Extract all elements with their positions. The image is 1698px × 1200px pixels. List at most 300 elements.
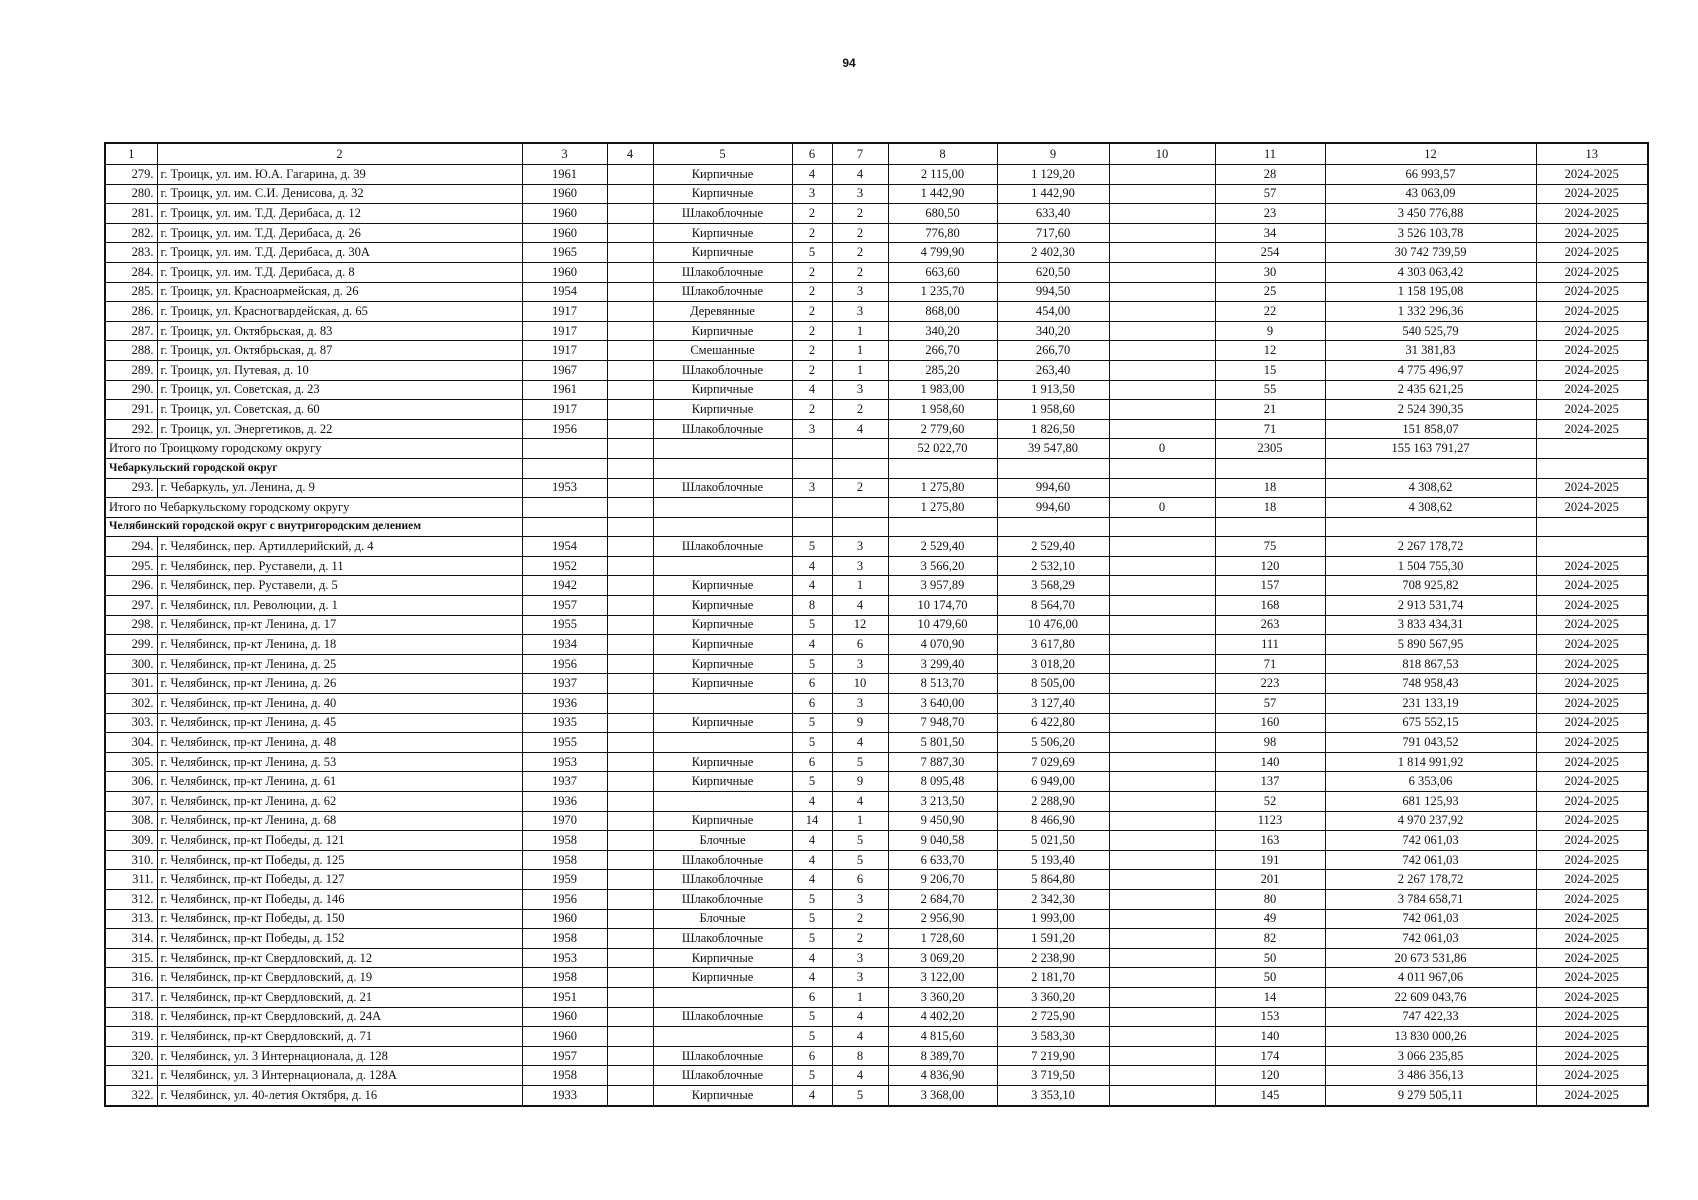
period-cell: 2024-2025 <box>1536 1085 1648 1105</box>
table-row <box>105 204 1648 224</box>
year-cell: 1958 <box>522 929 607 949</box>
residents-cell: 1123 <box>1215 811 1325 831</box>
residents-cell: 174 <box>1215 1046 1325 1066</box>
total-area-cell: 6 633,70 <box>888 850 997 870</box>
year-cell: 1953 <box>522 752 607 772</box>
entrances-cell: 1 <box>832 576 888 596</box>
total-area-cell: 8 095,48 <box>888 772 997 792</box>
total-area-cell: 2 529,40 <box>888 537 997 557</box>
entrances-cell: 3 <box>832 948 888 968</box>
total-area-cell: 3 640,00 <box>888 694 997 714</box>
wall-material-cell: Шлакоблочные <box>653 204 792 224</box>
cost-cell: 708 925,82 <box>1325 576 1536 596</box>
address-cell: г. Челябинск, пр-кт Победы, д. 127 <box>157 870 522 890</box>
address-cell: г. Троицк, ул. Советская, д. 23 <box>157 380 522 400</box>
total-area-cell: 8 513,70 <box>888 674 997 694</box>
row-number: 284. <box>105 262 157 282</box>
cost-cell: 4 970 237,92 <box>1325 811 1536 831</box>
row-number: 309. <box>105 831 157 851</box>
empty-cell <box>1215 458 1325 478</box>
period-cell: 2024-2025 <box>1536 1066 1648 1086</box>
total-area-cell: 1 235,70 <box>888 282 997 302</box>
period-cell: 2024-2025 <box>1536 400 1648 420</box>
entrances-cell: 8 <box>832 1046 888 1066</box>
cost-cell: 66 993,57 <box>1325 165 1536 185</box>
cost-cell: 748 958,43 <box>1325 674 1536 694</box>
address-cell: г. Челябинск, пр-кт Свердловский, д. 24А <box>157 1007 522 1027</box>
table-row <box>105 948 1648 968</box>
table-row <box>105 165 1648 185</box>
row-number: 314. <box>105 929 157 949</box>
table-row <box>105 576 1648 596</box>
total-area-cell: 1 275,80 <box>888 498 997 518</box>
wall-material-cell: Кирпичные <box>653 380 792 400</box>
year-cell: 1955 <box>522 615 607 635</box>
col10-cell <box>1109 987 1215 1007</box>
column-header-7: 7 <box>832 143 888 165</box>
wall-material-cell: Шлакоблочные <box>653 537 792 557</box>
wall-material-cell: Блочные <box>653 909 792 929</box>
entrances-cell: 2 <box>832 223 888 243</box>
floors-cell: 14 <box>792 811 832 831</box>
entrances-cell: 2 <box>832 204 888 224</box>
cost-cell: 4 308,62 <box>1325 478 1536 498</box>
row-number: 291. <box>105 400 157 420</box>
address-cell: г. Челябинск, пр-кт Свердловский, д. 12 <box>157 948 522 968</box>
living-area-cell: 1 129,20 <box>997 165 1109 185</box>
table-row <box>105 556 1648 576</box>
col4-cell <box>607 929 653 949</box>
row-number: 304. <box>105 733 157 753</box>
residents-cell: 14 <box>1215 987 1325 1007</box>
address-cell: г. Троицк, ул. Красноармейская, д. 26 <box>157 282 522 302</box>
wall-material-cell <box>653 556 792 576</box>
residents-cell: 18 <box>1215 478 1325 498</box>
column-header-2: 2 <box>157 143 522 165</box>
col4-cell <box>607 870 653 890</box>
living-area-cell: 1 913,50 <box>997 380 1109 400</box>
period-cell <box>1536 537 1648 557</box>
residents-cell: 254 <box>1215 243 1325 263</box>
table-row <box>105 1007 1648 1027</box>
living-area-cell: 717,60 <box>997 223 1109 243</box>
floors-cell: 5 <box>792 654 832 674</box>
total-area-cell: 2 956,90 <box>888 909 997 929</box>
year-cell: 1934 <box>522 635 607 655</box>
period-cell: 2024-2025 <box>1536 341 1648 361</box>
col10-cell <box>1109 184 1215 204</box>
row-number: 306. <box>105 772 157 792</box>
total-area-cell: 5 801,50 <box>888 733 997 753</box>
year-cell: 1957 <box>522 1046 607 1066</box>
wall-material-cell <box>653 694 792 714</box>
cost-cell: 2 267 178,72 <box>1325 870 1536 890</box>
floors-cell: 6 <box>792 752 832 772</box>
col4-cell <box>607 674 653 694</box>
year-cell: 1957 <box>522 596 607 616</box>
total-area-cell: 663,60 <box>888 262 997 282</box>
living-area-cell: 620,50 <box>997 262 1109 282</box>
col4-cell <box>607 478 653 498</box>
col4-cell <box>607 987 653 1007</box>
column-header-8: 8 <box>888 143 997 165</box>
wall-material-cell: Кирпичные <box>653 1085 792 1105</box>
wall-material-cell: Кирпичные <box>653 654 792 674</box>
total-area-cell: 7 887,30 <box>888 752 997 772</box>
floors-cell: 2 <box>792 321 832 341</box>
period-cell: 2024-2025 <box>1536 419 1648 439</box>
entrances-cell: 6 <box>832 635 888 655</box>
row-number: 317. <box>105 987 157 1007</box>
row-number: 303. <box>105 713 157 733</box>
table-row <box>105 223 1648 243</box>
cost-cell: 5 890 567,95 <box>1325 635 1536 655</box>
col4-cell <box>607 615 653 635</box>
residents-cell: 57 <box>1215 694 1325 714</box>
year-cell: 1954 <box>522 537 607 557</box>
col10-cell <box>1109 1007 1215 1027</box>
residents-cell: 23 <box>1215 204 1325 224</box>
year-cell: 1960 <box>522 184 607 204</box>
column-number-row <box>105 143 1648 165</box>
table-row <box>105 987 1648 1007</box>
address-cell: г. Челябинск, пл. Революции, д. 1 <box>157 596 522 616</box>
row-number: 319. <box>105 1027 157 1047</box>
year-cell: 1937 <box>522 674 607 694</box>
col10-cell <box>1109 615 1215 635</box>
residents-cell: 80 <box>1215 889 1325 909</box>
floors-cell: 4 <box>792 792 832 812</box>
col10-cell <box>1109 165 1215 185</box>
total-label: Итого по Чебаркульскому городскому округу <box>105 498 522 518</box>
total-area-cell: 4 815,60 <box>888 1027 997 1047</box>
table-row <box>105 380 1648 400</box>
address-cell: г. Челябинск, пр-кт Ленина, д. 18 <box>157 635 522 655</box>
cost-cell: 4 775 496,97 <box>1325 360 1536 380</box>
column-header-4: 4 <box>607 143 653 165</box>
col10-cell <box>1109 321 1215 341</box>
col10-cell <box>1109 654 1215 674</box>
col10-cell: 0 <box>1109 498 1215 518</box>
living-area-cell: 3 583,30 <box>997 1027 1109 1047</box>
total-area-cell: 10 479,60 <box>888 615 997 635</box>
floors-cell: 2 <box>792 360 832 380</box>
entrances-cell: 1 <box>832 360 888 380</box>
table-row <box>105 321 1648 341</box>
living-area-cell: 994,50 <box>997 282 1109 302</box>
floors-cell: 6 <box>792 694 832 714</box>
residents-cell: 145 <box>1215 1085 1325 1105</box>
total-area-cell: 52 022,70 <box>888 439 997 459</box>
wall-material-cell: Шлакоблочные <box>653 419 792 439</box>
address-cell: г. Чебаркуль, ул. Ленина, д. 9 <box>157 478 522 498</box>
wall-material-cell: Кирпичные <box>653 811 792 831</box>
col4-cell <box>607 556 653 576</box>
total-area-cell: 4 402,20 <box>888 1007 997 1027</box>
column-header-12: 12 <box>1325 143 1536 165</box>
total-area-cell: 1 983,00 <box>888 380 997 400</box>
wall-material-cell: Смешанные <box>653 341 792 361</box>
year-cell: 1917 <box>522 302 607 322</box>
cost-cell: 2 913 531,74 <box>1325 596 1536 616</box>
row-number: 297. <box>105 596 157 616</box>
living-area-cell: 8 505,00 <box>997 674 1109 694</box>
floors-cell: 4 <box>792 850 832 870</box>
floors-cell: 5 <box>792 713 832 733</box>
address-cell: г. Челябинск, пр-кт Ленина, д. 26 <box>157 674 522 694</box>
empty-cell <box>792 439 832 459</box>
period-cell: 2024-2025 <box>1536 850 1648 870</box>
living-area-cell: 1 442,90 <box>997 184 1109 204</box>
entrances-cell: 10 <box>832 674 888 694</box>
wall-material-cell: Кирпичные <box>653 321 792 341</box>
living-area-cell: 1 591,20 <box>997 929 1109 949</box>
row-number: 315. <box>105 948 157 968</box>
address-cell: г. Челябинск, пр-кт Ленина, д. 45 <box>157 713 522 733</box>
living-area-cell: 39 547,80 <box>997 439 1109 459</box>
table-row <box>105 400 1648 420</box>
column-header-3: 3 <box>522 143 607 165</box>
table-row <box>105 478 1648 498</box>
total-area-cell: 3 566,20 <box>888 556 997 576</box>
year-cell: 1967 <box>522 360 607 380</box>
residents-cell: 140 <box>1215 1027 1325 1047</box>
residents-cell: 157 <box>1215 576 1325 596</box>
row-number: 290. <box>105 380 157 400</box>
row-number: 282. <box>105 223 157 243</box>
residents-cell: 263 <box>1215 615 1325 635</box>
cost-cell: 13 830 000,26 <box>1325 1027 1536 1047</box>
cost-cell: 681 125,93 <box>1325 792 1536 812</box>
empty-cell <box>997 517 1109 537</box>
col10-cell <box>1109 948 1215 968</box>
address-cell: г. Челябинск, пр-кт Свердловский, д. 19 <box>157 968 522 988</box>
residents-cell: 57 <box>1215 184 1325 204</box>
column-header-13: 13 <box>1536 143 1648 165</box>
col4-cell <box>607 165 653 185</box>
col4-cell <box>607 341 653 361</box>
table-row <box>105 811 1648 831</box>
section-label: Чебаркульский городской округ <box>105 458 522 478</box>
entrances-cell: 5 <box>832 752 888 772</box>
floors-cell: 2 <box>792 282 832 302</box>
section-row <box>105 458 1648 478</box>
cost-cell: 1 332 296,36 <box>1325 302 1536 322</box>
floors-cell: 2 <box>792 302 832 322</box>
row-number: 310. <box>105 850 157 870</box>
residents-cell: 168 <box>1215 596 1325 616</box>
col4-cell <box>607 302 653 322</box>
housing-register-table <box>104 142 1649 1107</box>
total-area-cell: 10 174,70 <box>888 596 997 616</box>
cost-cell: 43 063,09 <box>1325 184 1536 204</box>
row-number: 308. <box>105 811 157 831</box>
empty-cell <box>607 517 653 537</box>
address-cell: г. Челябинск, пр-кт Победы, д. 152 <box>157 929 522 949</box>
living-area-cell: 8 564,70 <box>997 596 1109 616</box>
table-row <box>105 302 1648 322</box>
row-number: 292. <box>105 419 157 439</box>
row-number: 312. <box>105 889 157 909</box>
living-area-cell: 10 476,00 <box>997 615 1109 635</box>
period-cell <box>1536 439 1648 459</box>
row-number: 288. <box>105 341 157 361</box>
col4-cell <box>607 184 653 204</box>
floors-cell: 4 <box>792 968 832 988</box>
year-cell: 1952 <box>522 556 607 576</box>
cost-cell: 3 526 103,78 <box>1325 223 1536 243</box>
period-cell: 2024-2025 <box>1536 498 1648 518</box>
col4-cell <box>607 713 653 733</box>
floors-cell: 5 <box>792 772 832 792</box>
row-number: 280. <box>105 184 157 204</box>
col10-cell <box>1109 302 1215 322</box>
row-number: 302. <box>105 694 157 714</box>
year-cell: 1951 <box>522 987 607 1007</box>
row-number: 311. <box>105 870 157 890</box>
living-area-cell: 6 949,00 <box>997 772 1109 792</box>
cost-cell: 747 422,33 <box>1325 1007 1536 1027</box>
period-cell: 2024-2025 <box>1536 596 1648 616</box>
total-area-cell: 3 360,20 <box>888 987 997 1007</box>
row-number: 295. <box>105 556 157 576</box>
living-area-cell: 263,40 <box>997 360 1109 380</box>
col10-cell <box>1109 419 1215 439</box>
residents-cell: 49 <box>1215 909 1325 929</box>
table-row <box>105 360 1648 380</box>
entrances-cell: 1 <box>832 321 888 341</box>
wall-material-cell: Кирпичные <box>653 596 792 616</box>
col4-cell <box>607 850 653 870</box>
period-cell: 2024-2025 <box>1536 282 1648 302</box>
period-cell: 2024-2025 <box>1536 811 1648 831</box>
period-cell: 2024-2025 <box>1536 204 1648 224</box>
table-header <box>105 143 1648 165</box>
col10-cell <box>1109 772 1215 792</box>
col4-cell <box>607 909 653 929</box>
wall-material-cell: Шлакоблочные <box>653 850 792 870</box>
col10-cell <box>1109 1046 1215 1066</box>
total-area-cell: 3 213,50 <box>888 792 997 812</box>
floors-cell: 8 <box>792 596 832 616</box>
table-row <box>105 596 1648 616</box>
wall-material-cell: Кирпичные <box>653 400 792 420</box>
col10-cell <box>1109 929 1215 949</box>
empty-cell <box>653 439 792 459</box>
empty-cell <box>832 439 888 459</box>
empty-cell <box>1325 517 1536 537</box>
address-cell: г. Челябинск, пер. Руставели, д. 5 <box>157 576 522 596</box>
residents-cell: 2305 <box>1215 439 1325 459</box>
total-area-cell: 2 115,00 <box>888 165 997 185</box>
cost-cell: 791 043,52 <box>1325 733 1536 753</box>
total-area-cell: 285,20 <box>888 360 997 380</box>
cost-cell: 151 858,07 <box>1325 419 1536 439</box>
residents-cell: 50 <box>1215 948 1325 968</box>
residents-cell: 98 <box>1215 733 1325 753</box>
living-area-cell: 7 219,90 <box>997 1046 1109 1066</box>
floors-cell: 4 <box>792 556 832 576</box>
col4-cell <box>607 419 653 439</box>
address-cell: г. Троицк, ул. Путевая, д. 10 <box>157 360 522 380</box>
column-header-10: 10 <box>1109 143 1215 165</box>
total-area-cell: 776,80 <box>888 223 997 243</box>
entrances-cell: 9 <box>832 713 888 733</box>
total-area-cell: 3 069,20 <box>888 948 997 968</box>
wall-material-cell <box>653 733 792 753</box>
wall-material-cell: Кирпичные <box>653 968 792 988</box>
empty-cell <box>1109 458 1215 478</box>
total-area-cell: 8 389,70 <box>888 1046 997 1066</box>
col4-cell <box>607 772 653 792</box>
wall-material-cell: Кирпичные <box>653 184 792 204</box>
col10-cell <box>1109 400 1215 420</box>
col4-cell <box>607 262 653 282</box>
address-cell: г. Челябинск, пр-кт Ленина, д. 68 <box>157 811 522 831</box>
row-number: 294. <box>105 537 157 557</box>
total-area-cell: 3 122,00 <box>888 968 997 988</box>
col10-cell <box>1109 478 1215 498</box>
cost-cell: 675 552,15 <box>1325 713 1536 733</box>
address-cell: г. Челябинск, пр-кт Ленина, д. 53 <box>157 752 522 772</box>
entrances-cell: 3 <box>832 889 888 909</box>
column-header-1: 1 <box>105 143 157 165</box>
residents-cell: 25 <box>1215 282 1325 302</box>
row-number: 300. <box>105 654 157 674</box>
residents-cell: 55 <box>1215 380 1325 400</box>
entrances-cell: 3 <box>832 556 888 576</box>
empty-cell <box>522 498 607 518</box>
wall-material-cell: Шлакоблочные <box>653 929 792 949</box>
residents-cell: 34 <box>1215 223 1325 243</box>
residents-cell: 15 <box>1215 360 1325 380</box>
period-cell: 2024-2025 <box>1536 713 1648 733</box>
period-cell: 2024-2025 <box>1536 321 1648 341</box>
living-area-cell: 3 617,80 <box>997 635 1109 655</box>
floors-cell: 3 <box>792 478 832 498</box>
col10-cell <box>1109 596 1215 616</box>
total-area-cell: 9 450,90 <box>888 811 997 831</box>
floors-cell: 5 <box>792 909 832 929</box>
living-area-cell: 454,00 <box>997 302 1109 322</box>
cost-cell: 30 742 739,59 <box>1325 243 1536 263</box>
empty-cell <box>522 458 607 478</box>
col4-cell <box>607 400 653 420</box>
col10-cell <box>1109 850 1215 870</box>
residents-cell: 120 <box>1215 556 1325 576</box>
year-cell: 1917 <box>522 321 607 341</box>
total-area-cell: 680,50 <box>888 204 997 224</box>
period-cell: 2024-2025 <box>1536 772 1648 792</box>
floors-cell: 6 <box>792 1046 832 1066</box>
period-cell: 2024-2025 <box>1536 831 1648 851</box>
entrances-cell: 3 <box>832 968 888 988</box>
section-label: Челябинский городской округ с внутригородским делением <box>105 517 522 537</box>
column-header-5: 5 <box>653 143 792 165</box>
living-area-cell: 266,70 <box>997 341 1109 361</box>
cost-cell: 6 353,06 <box>1325 772 1536 792</box>
col10-cell <box>1109 537 1215 557</box>
empty-cell <box>792 517 832 537</box>
table-row <box>105 850 1648 870</box>
floors-cell: 5 <box>792 537 832 557</box>
year-cell: 1956 <box>522 419 607 439</box>
wall-material-cell: Шлакоблочные <box>653 360 792 380</box>
address-cell: г. Троицк, ул. им. С.И. Денисова, д. 32 <box>157 184 522 204</box>
row-number: 286. <box>105 302 157 322</box>
period-cell: 2024-2025 <box>1536 556 1648 576</box>
col4-cell <box>607 380 653 400</box>
